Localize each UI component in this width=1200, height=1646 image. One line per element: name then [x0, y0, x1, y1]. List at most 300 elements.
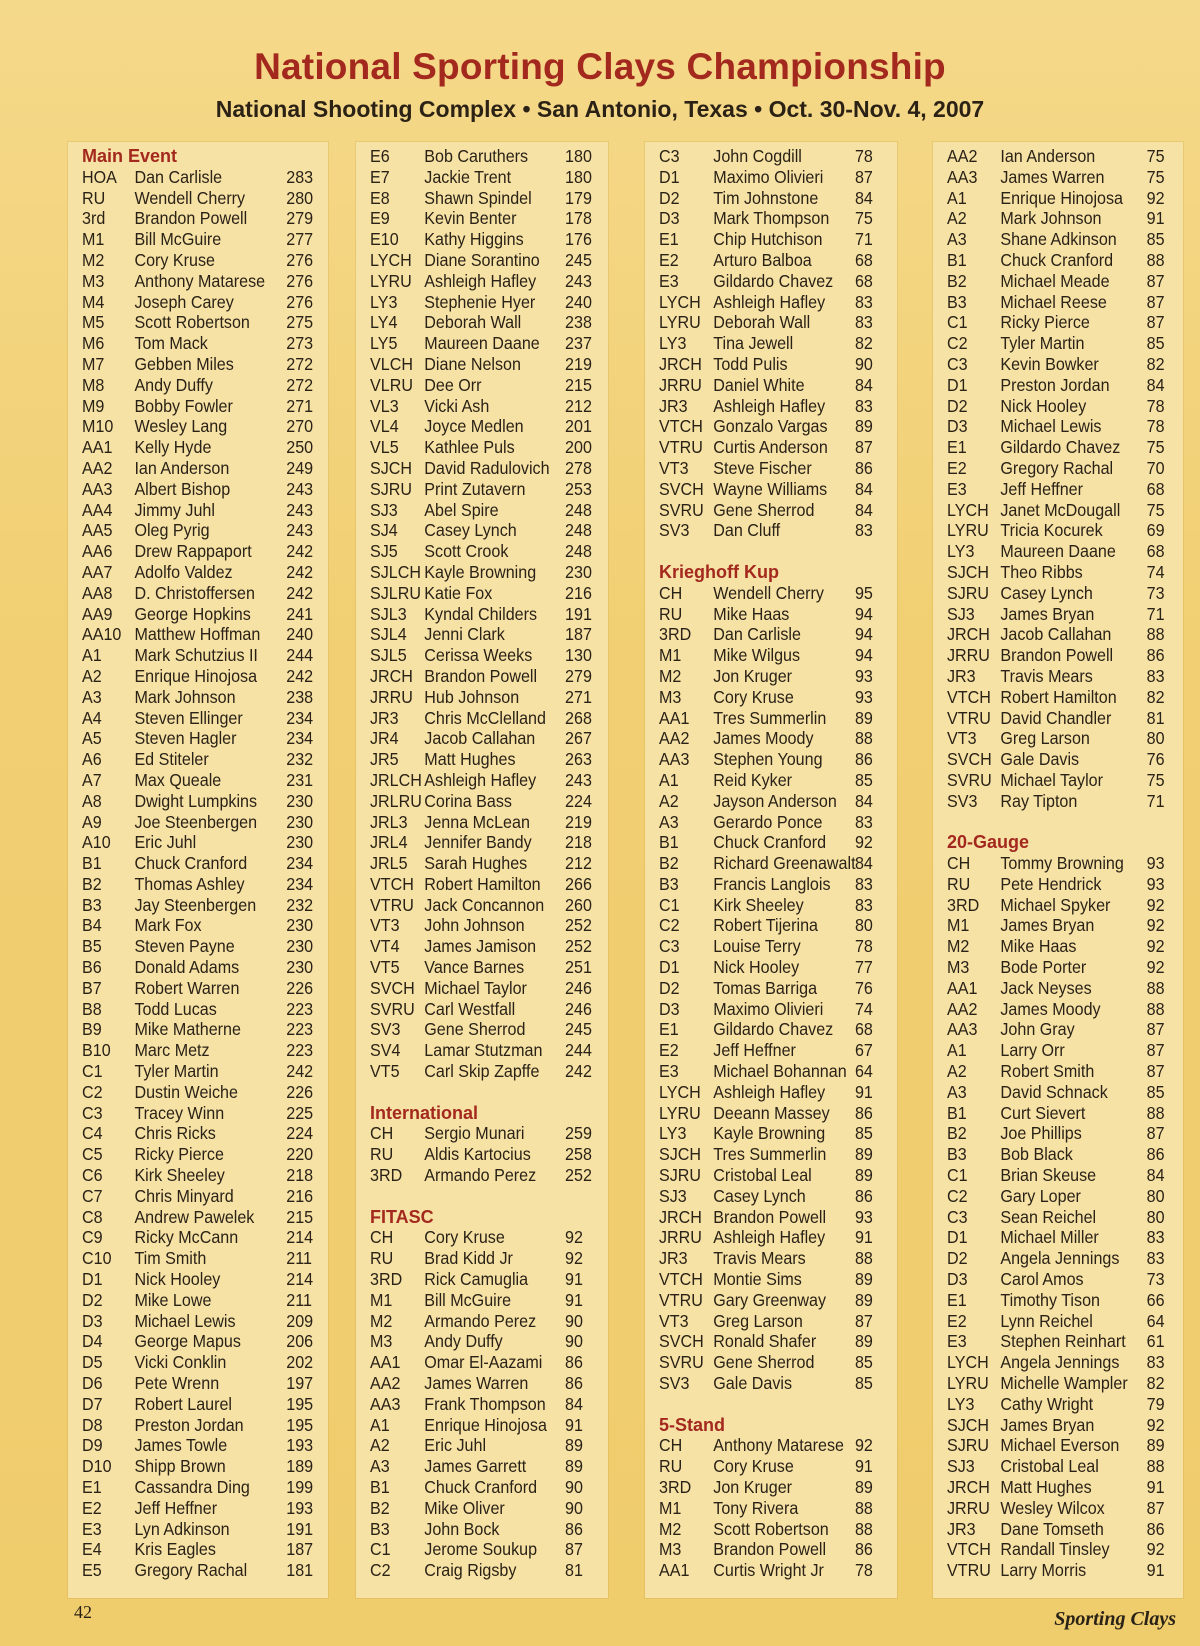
shooter-name: Wendell Cherry — [713, 582, 824, 603]
shooter-name: Nick Hooley — [1000, 395, 1087, 416]
shooter-name: Jenna McLean — [424, 811, 530, 832]
result-row — [82, 208, 314, 229]
score: 87 — [1146, 1497, 1165, 1518]
class-label: CH — [659, 1435, 683, 1456]
result-row — [370, 312, 592, 333]
result-row — [659, 208, 878, 229]
shooter-name: Tina Jewell — [713, 333, 794, 354]
result-row — [370, 1456, 589, 1477]
score: 252 — [565, 915, 592, 936]
shooter-name: Scott Crook — [424, 541, 509, 562]
result-row — [82, 541, 314, 562]
shooter-name: Sergio Munari — [424, 1123, 525, 1144]
result-row — [947, 1061, 1164, 1082]
section-spacer — [370, 1082, 608, 1103]
shooter-name: Marc Metz — [134, 1040, 210, 1061]
score: 223 — [286, 1040, 314, 1061]
shooter-name: Dwight Lumpkins — [134, 790, 258, 811]
result-row — [370, 936, 592, 957]
class-label: M2 — [82, 249, 105, 270]
result-row — [370, 603, 592, 625]
class-label: C1 — [370, 1539, 391, 1560]
result-row — [947, 146, 1164, 167]
score: 206 — [286, 1331, 314, 1352]
class-label: SJL5 — [370, 645, 407, 666]
class-label: AA9 — [82, 603, 113, 624]
results-column-3 — [645, 142, 897, 1598]
class-label: VL3 — [370, 395, 399, 416]
score: 225 — [286, 1102, 314, 1123]
score: 84 — [565, 1393, 583, 1414]
result-row — [947, 770, 1164, 791]
class-label: AA3 — [82, 478, 113, 499]
result-row — [947, 999, 1164, 1020]
class-label: SVCH — [659, 478, 704, 499]
score: 272 — [286, 353, 314, 374]
score: 87 — [1146, 312, 1165, 333]
shooter-name: Omar El-Aazami — [424, 1352, 543, 1373]
shooter-name: Carl Westfall — [424, 998, 516, 1019]
class-label: AA7 — [82, 561, 113, 582]
result-row — [370, 1331, 589, 1352]
result-row — [370, 541, 592, 562]
class-label: M10 — [82, 416, 114, 437]
shooter-name: Hub Johnson — [424, 686, 520, 707]
class-label: C3 — [659, 146, 680, 166]
score: 243 — [286, 478, 314, 499]
result-row — [659, 1539, 878, 1560]
score: 231 — [286, 769, 314, 790]
class-label: LY5 — [370, 333, 398, 354]
shooter-name: Matt Hughes — [1000, 1477, 1092, 1497]
result-row — [947, 354, 1164, 375]
shooter-name: Print Zutavern — [424, 478, 526, 499]
result-row — [82, 353, 314, 375]
shooter-name: Stephenie Hyer — [424, 291, 536, 312]
score: 93 — [854, 686, 873, 707]
result-row — [82, 520, 314, 541]
class-label: A2 — [370, 1435, 390, 1456]
class-label: B5 — [82, 936, 102, 957]
shooter-name: Abel Spire — [424, 499, 499, 520]
shooter-name: Kayle Browning — [424, 561, 537, 582]
class-label: AA10 — [82, 624, 122, 645]
shooter-name: John Bock — [424, 1518, 500, 1539]
score: 78 — [854, 146, 873, 166]
class-label: B9 — [82, 1019, 102, 1040]
score: 87 — [1146, 1019, 1165, 1040]
result-row — [82, 1206, 314, 1228]
score: 85 — [854, 1123, 873, 1144]
class-label: JRL5 — [370, 853, 408, 874]
result-row — [659, 583, 878, 604]
shooter-name: Mark Thompson — [713, 208, 830, 229]
shooter-name: Richard Greenawalt — [713, 853, 856, 874]
result-row — [370, 582, 592, 604]
shooter-name: James Jamison — [424, 936, 537, 957]
score: 82 — [854, 333, 873, 354]
shooter-name: Max Queale — [134, 769, 222, 790]
score: 89 — [854, 1331, 873, 1352]
score: 91 — [854, 1456, 873, 1477]
shooter-name: Jeff Heffner — [1000, 478, 1084, 499]
shooter-name: Eric Juhl — [424, 1435, 487, 1456]
score: 86 — [854, 457, 873, 478]
score: 85 — [854, 1373, 873, 1394]
result-row — [659, 999, 878, 1020]
result-row — [82, 957, 314, 978]
class-label: A6 — [82, 749, 102, 770]
class-label: AA1 — [370, 1352, 401, 1373]
score: 75 — [1146, 499, 1165, 520]
class-label: C3 — [659, 936, 680, 957]
result-row — [659, 895, 878, 916]
class-label: LY4 — [370, 312, 398, 333]
class-label: VTCH — [370, 873, 414, 894]
score: 238 — [286, 686, 314, 707]
class-label: AA5 — [82, 520, 113, 541]
class-label: E7 — [370, 166, 390, 187]
result-row — [370, 499, 592, 521]
class-label: C2 — [82, 1081, 103, 1102]
result-row — [659, 416, 878, 437]
result-row — [82, 894, 314, 916]
result-row — [370, 1269, 589, 1290]
result-row — [82, 1019, 314, 1040]
result-row — [370, 915, 592, 936]
class-label: SJCH — [947, 1414, 990, 1435]
score: 253 — [565, 478, 592, 499]
score: 92 — [1146, 936, 1165, 957]
class-label: D10 — [82, 1456, 112, 1477]
result-row — [82, 873, 314, 895]
class-label: A4 — [82, 707, 102, 728]
class-label: M8 — [82, 374, 105, 395]
result-row — [659, 1123, 878, 1144]
score: 242 — [565, 1061, 592, 1082]
result-row — [82, 1310, 314, 1332]
score: 91 — [1146, 1477, 1165, 1497]
class-label: VL5 — [370, 437, 399, 458]
shooter-name: Gebben Miles — [134, 353, 234, 374]
score: 91 — [565, 1269, 583, 1290]
result-row — [947, 915, 1164, 936]
result-row — [947, 1539, 1164, 1560]
result-row — [947, 895, 1164, 916]
result-row — [947, 437, 1164, 458]
score: 191 — [565, 603, 592, 624]
shooter-name: Robert Smith — [1000, 1061, 1095, 1082]
score: 259 — [565, 1123, 592, 1144]
class-label: A5 — [82, 728, 102, 749]
class-label: 3RD — [947, 894, 980, 915]
class-label: C5 — [82, 1144, 103, 1165]
result-row — [370, 790, 592, 812]
result-row — [82, 1061, 314, 1082]
result-row — [947, 416, 1164, 437]
shooter-name: Randall Tinsley — [1000, 1539, 1110, 1560]
result-row — [947, 1186, 1164, 1207]
score: 71 — [854, 229, 873, 250]
class-label: C1 — [947, 312, 968, 333]
class-label: M1 — [370, 1289, 393, 1310]
result-row — [370, 1040, 592, 1061]
score: 187 — [286, 1539, 314, 1560]
shooter-name: Michael Spyker — [1000, 894, 1111, 915]
score: 176 — [565, 229, 592, 250]
score: 84 — [854, 374, 873, 395]
score: 86 — [1146, 1518, 1165, 1539]
result-row — [947, 1082, 1164, 1103]
score: 258 — [565, 1144, 592, 1165]
score: 189 — [286, 1456, 314, 1477]
result-row — [659, 812, 878, 833]
score: 83 — [854, 291, 873, 312]
score: 83 — [1146, 1227, 1165, 1248]
shooter-name: Thomas Ashley — [134, 873, 245, 894]
score: 83 — [1146, 1352, 1165, 1373]
shooter-name: Travis Mears — [1000, 665, 1093, 686]
class-label: SVRU — [659, 1352, 704, 1373]
class-label: RU — [82, 187, 106, 208]
class-label: B2 — [947, 1123, 967, 1144]
shooter-name: Kathy Higgins — [424, 229, 524, 250]
shooter-name: Chris Ricks — [134, 1123, 216, 1144]
score: 251 — [565, 957, 592, 978]
score: 87 — [854, 437, 873, 458]
class-label: E1 — [659, 229, 679, 250]
result-row — [659, 791, 878, 812]
result-row — [659, 479, 878, 500]
class-label: M2 — [947, 936, 970, 957]
class-label: E10 — [370, 229, 399, 250]
class-label: SJCH — [947, 561, 990, 582]
result-row — [947, 1519, 1164, 1540]
result-row — [370, 1435, 589, 1456]
shooter-name: Gary Greenway — [713, 1289, 827, 1310]
score: 89 — [565, 1456, 583, 1477]
class-label: M3 — [370, 1331, 393, 1352]
shooter-name: Ian Anderson — [134, 457, 230, 478]
result-row — [659, 1477, 878, 1498]
class-label: SVRU — [370, 998, 415, 1019]
shooter-name: Donald Adams — [134, 957, 240, 978]
result-row — [82, 645, 314, 666]
result-row — [82, 270, 314, 292]
shooter-name: Jon Kruger — [713, 665, 793, 686]
class-label: A1 — [947, 187, 967, 208]
result-row — [82, 395, 314, 417]
score: 245 — [565, 1019, 592, 1040]
shooter-name: Shipp Brown — [134, 1456, 226, 1477]
shooter-name: Brandon Powell — [424, 665, 538, 686]
class-label: D3 — [659, 998, 680, 1019]
score: 181 — [286, 1560, 314, 1581]
score: 234 — [286, 873, 314, 894]
result-row — [370, 957, 592, 978]
score: 209 — [286, 1310, 314, 1331]
shooter-name: Angela Jennings — [1000, 1248, 1120, 1269]
shooter-name: Steven Ellinger — [134, 707, 243, 728]
score: 277 — [286, 229, 314, 250]
shooter-name: Gildardo Chavez — [713, 1019, 834, 1040]
result-row — [370, 478, 592, 500]
score: 88 — [1146, 1102, 1165, 1123]
class-label: CH — [659, 582, 683, 603]
shooter-name: Lamar Stutzman — [424, 1040, 543, 1061]
result-row — [947, 1248, 1164, 1269]
score: 85 — [854, 769, 873, 790]
magazine-title: Sporting Clays — [1054, 1608, 1176, 1630]
result-row — [947, 1227, 1164, 1248]
shooter-name: Dee Orr — [424, 374, 482, 395]
result-row — [370, 395, 592, 417]
class-label: SJCH — [659, 1144, 702, 1165]
result-row — [947, 708, 1164, 729]
shooter-name: Tricia Kocurek — [1000, 520, 1103, 541]
result-row — [82, 1144, 314, 1165]
score: 89 — [854, 707, 873, 728]
score: 252 — [565, 1165, 592, 1186]
shooter-name: Corina Bass — [424, 790, 512, 811]
result-row — [659, 1186, 878, 1207]
score: 91 — [1146, 1560, 1165, 1581]
shooter-name: Mike Matherne — [134, 1019, 241, 1040]
score: 83 — [1146, 665, 1165, 686]
score: 276 — [286, 291, 314, 312]
result-row — [947, 188, 1164, 209]
score: 92 — [1146, 915, 1165, 936]
score: 79 — [1146, 1393, 1165, 1414]
class-label: M1 — [82, 229, 105, 250]
shooter-name: Michael Lewis — [1000, 416, 1102, 437]
shooter-name: Andy Duffy — [134, 374, 213, 395]
result-row — [659, 1165, 878, 1186]
result-row — [370, 645, 592, 666]
score: 242 — [286, 541, 314, 562]
result-row — [947, 167, 1164, 188]
result-row — [82, 561, 314, 583]
score: 218 — [565, 832, 592, 853]
shooter-name: Joyce Medlen — [424, 416, 524, 437]
class-label: C8 — [82, 1206, 103, 1227]
result-row — [659, 437, 878, 458]
class-label: D1 — [947, 1227, 968, 1248]
class-label: E3 — [82, 1518, 102, 1539]
score: 75 — [1146, 437, 1165, 458]
shooter-name: Albert Bishop — [134, 478, 231, 499]
result-row — [947, 1103, 1164, 1124]
result-row — [370, 437, 592, 458]
result-row — [82, 707, 314, 729]
shooter-name: Preston Jordan — [1000, 374, 1110, 395]
class-label: E3 — [659, 270, 679, 291]
score: 76 — [854, 977, 873, 998]
class-label: VTCH — [659, 416, 703, 437]
class-label: C1 — [947, 1165, 968, 1186]
shooter-name: Maureen Daane — [424, 333, 540, 354]
result-row — [947, 250, 1164, 271]
class-label: E1 — [947, 437, 967, 458]
shooter-name: Greg Larson — [713, 1310, 803, 1331]
class-label: LYRU — [370, 270, 412, 291]
score: 93 — [854, 1206, 873, 1227]
score: 248 — [565, 520, 592, 541]
shooter-name: Nick Hooley — [134, 1269, 221, 1290]
class-label: LY3 — [947, 541, 975, 562]
shooter-name: Joseph Carey — [134, 291, 234, 312]
class-label: JRRU — [370, 686, 413, 707]
class-label: A2 — [947, 1061, 967, 1082]
class-label: 3RD — [370, 1165, 403, 1186]
shooter-name: Wesley Wilcox — [1000, 1497, 1105, 1518]
score: 283 — [286, 166, 314, 187]
class-label: CH — [947, 853, 971, 874]
shooter-name: Shane Adkinson — [1000, 229, 1117, 250]
shooter-name: Deborah Wall — [424, 312, 522, 333]
results-column-1 — [68, 142, 328, 1598]
shooter-name: James Bryan — [1000, 603, 1095, 624]
class-label: E4 — [82, 1539, 102, 1560]
shooter-name: Timothy Tison — [1000, 1289, 1100, 1310]
result-row — [82, 1123, 314, 1144]
shooter-name: Gale Davis — [713, 1373, 793, 1394]
result-row — [947, 687, 1164, 708]
class-label: A9 — [82, 811, 102, 832]
score: 130 — [565, 645, 592, 666]
class-label: B7 — [82, 977, 102, 998]
score: 214 — [286, 1269, 314, 1290]
class-label: JRCH — [659, 1206, 702, 1227]
score: 84 — [854, 499, 873, 520]
score: 242 — [286, 561, 314, 582]
class-label: LY3 — [370, 291, 398, 312]
score: 250 — [286, 437, 314, 458]
class-label: LY3 — [947, 1393, 975, 1414]
class-label: A3 — [370, 1456, 390, 1477]
class-label: C1 — [659, 894, 680, 915]
shooter-name: Enrique Hinojosa — [134, 665, 258, 686]
shooter-name: David Radulovich — [424, 457, 550, 478]
shooter-name: Oleg Pyrig — [134, 520, 210, 541]
class-label: M2 — [370, 1310, 393, 1331]
class-label: LYRU — [947, 1373, 989, 1394]
shooter-name: Dan Cluff — [713, 520, 781, 541]
score: 240 — [565, 291, 592, 312]
result-row — [370, 769, 592, 791]
score: 219 — [565, 811, 592, 832]
score: 94 — [854, 645, 873, 666]
score: 200 — [565, 437, 592, 458]
result-row — [370, 353, 592, 375]
shooter-name: Cassandra Ding — [134, 1477, 250, 1497]
result-row — [659, 832, 878, 853]
class-label: M3 — [659, 686, 682, 707]
shooter-name: Sean Reichel — [1000, 1206, 1097, 1227]
class-label: SJRU — [370, 478, 413, 499]
result-row — [370, 894, 592, 916]
shooter-name: Mike Haas — [1000, 936, 1077, 957]
shooter-name: Stephen Reinhart — [1000, 1331, 1126, 1352]
shooter-name: Chuck Cranford — [713, 832, 827, 853]
shooter-name: Nick Hooley — [713, 957, 800, 978]
score: 95 — [854, 582, 873, 603]
shooter-name: Larry Morris — [1000, 1560, 1087, 1581]
result-row — [659, 333, 878, 354]
class-label: C6 — [82, 1165, 103, 1186]
score: 80 — [854, 915, 873, 936]
score: 219 — [565, 353, 592, 374]
